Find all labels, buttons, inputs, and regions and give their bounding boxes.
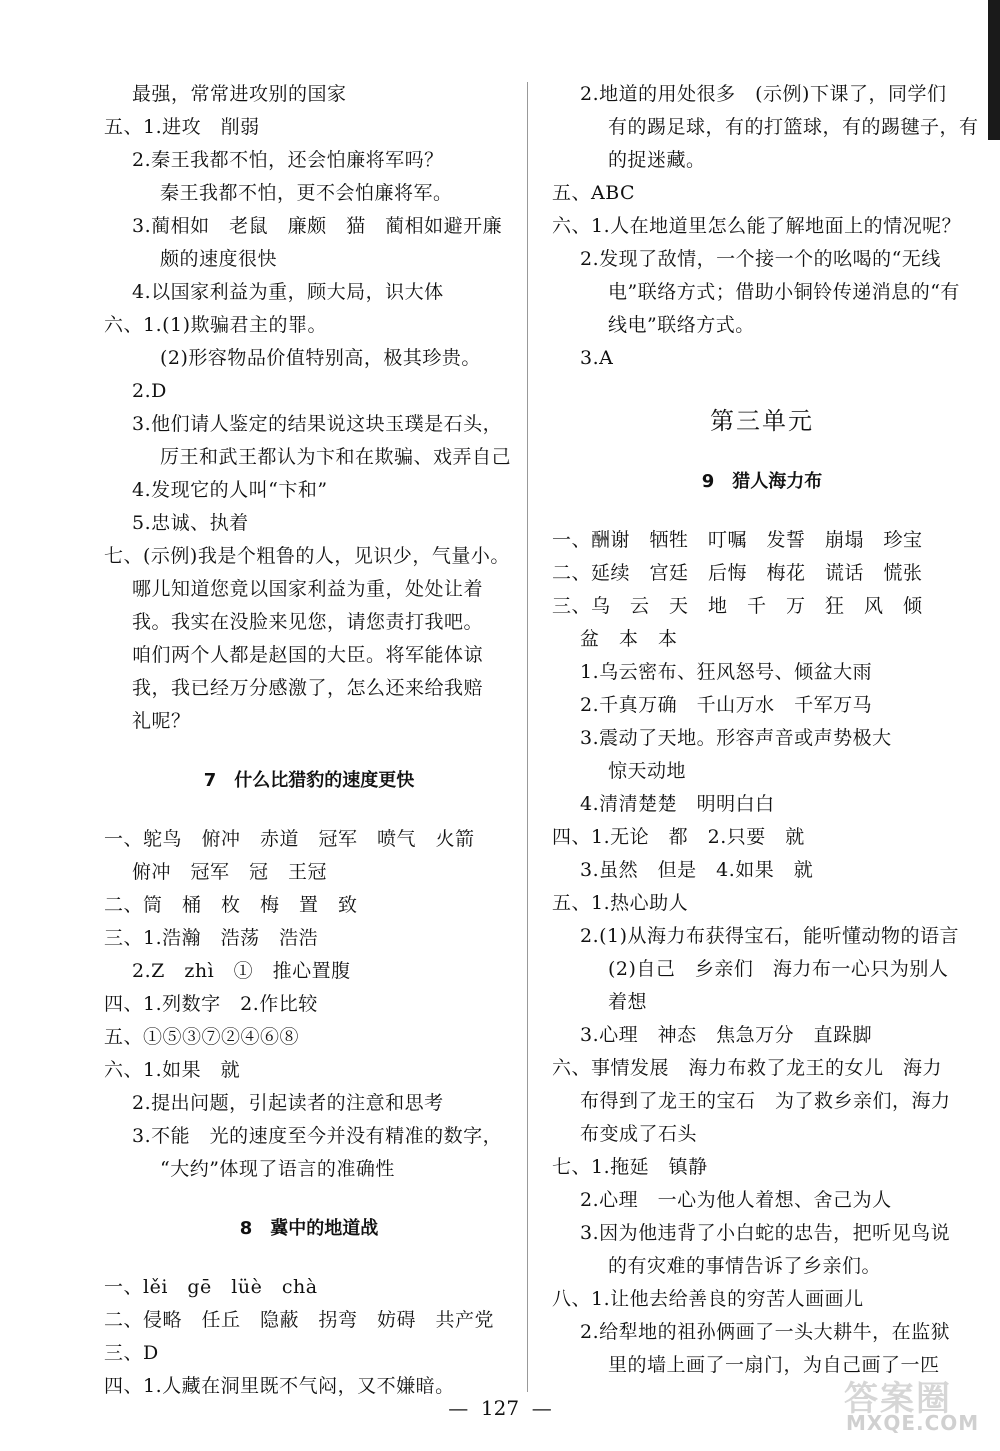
answer-line: 六、1.人在地道里怎么能了解地面上的情况呢？	[552, 215, 962, 237]
answer-line: 布变成了石头	[580, 1123, 698, 1145]
footer-dash-left: —	[448, 1396, 481, 1420]
answer-line: 惊天动地	[608, 760, 687, 782]
answer-line: 4.以国家利益为重，顾大局，识大体	[132, 281, 444, 303]
answer-line: 3.因为他违背了小白蛇的忠告，把听见鸟说	[580, 1222, 951, 1244]
answer-line: 咱们两个人都是赵国的大臣。将军能体谅	[132, 644, 484, 666]
answer-line: 4.发现它的人叫“卞和”	[132, 479, 328, 501]
answer-line: 2.D	[132, 380, 167, 402]
watermark-url-text: MXQE.COM	[846, 1411, 980, 1435]
answer-line: 5.忠诚、执着	[132, 512, 249, 534]
answer-line: 七、(示例)我是个粗鲁的人，见识少，气量小。	[104, 545, 510, 567]
answer-line: 一、鸵鸟 俯冲 赤道 冠军 喷气 火箭	[104, 828, 475, 850]
answer-line: 四、1.列数字 2.作比较	[104, 993, 318, 1015]
answer-line: 2.发现了敌情，一个接一个的吆喝的“无线	[580, 248, 941, 270]
answer-line: 的有灾难的事情告诉了乡亲们。	[608, 1255, 882, 1277]
lesson-heading-9: 9 猎人海力布	[701, 471, 823, 492]
answer-line: “大约”体现了语言的准确性	[160, 1158, 395, 1180]
answer-line: 4.清清楚楚 明明白白	[580, 793, 775, 815]
answer-line: 六、1.(1)欺骗君主的罪。	[104, 314, 328, 336]
watermark-logo-text: 答案圈	[844, 1379, 952, 1419]
column-divider	[527, 82, 528, 1392]
lesson-heading-8: 8 冀中的地道战	[239, 1218, 379, 1239]
answer-line: 盆 本 本	[580, 628, 678, 650]
answer-line: 我。我实在没脸来见您，请您责打我吧。	[132, 611, 484, 633]
page-edge-mark	[988, 0, 1000, 140]
answer-line: (2)形容物品价值特别高，极其珍贵。	[160, 347, 481, 369]
answer-line: 着想	[608, 991, 648, 1013]
answer-line: 八、1.让他去给善良的穷苦人画画儿	[552, 1288, 864, 1310]
answer-line: 1.乌云密布、狂风怒号、倾盆大雨	[580, 661, 873, 683]
answer-line: 2.心理 一心为他人着想、舍己为人	[580, 1189, 892, 1211]
left-column	[104, 78, 514, 1403]
answer-line: 3.震动了天地。形容声音或声势极大	[580, 727, 892, 749]
answer-line: 一、酬谢 牺牲 叮嘱 发誓 崩塌 珍宝	[552, 529, 923, 551]
answer-line: 2.给犁地的祖孙俩画了一头大耕牛，在监狱	[580, 1321, 951, 1343]
answer-line: 3.心理 神态 焦急万分 直跺脚	[580, 1024, 873, 1046]
answer-line: 厉王和武王都认为卞和在欺骗、戏弄自己	[160, 446, 512, 468]
answer-line: 3.不能 光的速度至今并没有精准的数字，	[132, 1125, 503, 1147]
right-column	[552, 78, 979, 1382]
answer-line: 哪儿知道您竟以国家利益为重，处处让着	[132, 578, 484, 600]
answer-line: 3.蔺相如 老鼠 廉颇 猫 蔺相如避开廉	[132, 215, 503, 237]
answer-line: 最强，常常进攻别的国家	[132, 83, 347, 105]
answer-line: 三、D	[104, 1342, 159, 1364]
answer-line: 颇的速度很快	[160, 248, 278, 270]
answer-line: 布得到了龙王的宝石 为了救乡亲们，海力	[580, 1090, 951, 1112]
answer-line: 2.Z zhì ① 推心置腹	[132, 960, 351, 982]
answer-line: 3.虽然 但是 4.如果 就	[580, 859, 814, 881]
answer-line: 2.(1)从海力布获得宝石，能听懂动物的语言	[580, 925, 960, 947]
site-watermark	[836, 1371, 986, 1437]
answer-line: 三、乌 云 天 地 千 万 狂 风 倾	[552, 595, 923, 617]
answer-line: 秦王我都不怕，更不会怕廉将军。	[160, 182, 453, 204]
answer-line: 五、1.热心助人	[552, 892, 689, 914]
answer-line: 七、1.拖延 镇静	[552, 1156, 708, 1178]
lesson-heading-7: 7 什么比猎豹的速度更快	[203, 770, 415, 791]
answer-line: 3.他们请人鉴定的结果说这块玉璞是石头，	[132, 413, 503, 435]
answer-line: 二、延续 宫廷 后悔 梅花 谎话 慌张	[552, 562, 923, 584]
answer-line: 四、1.人藏在洞里既不气闷，又不嫌暗。	[104, 1375, 455, 1397]
footer-dash-right: —	[519, 1396, 552, 1420]
answer-line: 四、1.无论 都 2.只要 就	[552, 826, 805, 848]
page-number: 127	[480, 1396, 520, 1420]
answer-line: 2.千真万确 千山万水 千军万马	[580, 694, 873, 716]
answer-line: 一、lěi gē lüè chà	[104, 1276, 318, 1298]
answer-line: 的捉迷藏。	[608, 149, 706, 171]
answer-line: 线电”联络方式。	[608, 314, 755, 336]
answer-line: 六、事情发展 海力布救了龙王的女儿 海力	[552, 1057, 943, 1079]
answer-line: 五、ABC	[552, 182, 636, 204]
answer-line: 六、1.如果 就	[104, 1059, 241, 1081]
answer-line: 五、①⑤③⑦②④⑥⑧	[104, 1026, 300, 1048]
answer-line: 2.秦王我都不怕，还会怕廉将军吗？	[132, 149, 444, 171]
answer-line: 电”联络方式；借助小铜铃传递消息的“有	[608, 281, 960, 303]
answer-line: 里的墙上画了一扇门，为自己画了一匹	[608, 1354, 940, 1376]
answer-line: 有的踢足球，有的打篮球，有的踢毽子，有	[608, 116, 979, 138]
answer-line: (2)自己 乡亲们 海力布一心只为别人	[608, 958, 949, 980]
answer-line: 3.A	[580, 347, 614, 369]
answer-line: 礼呢？	[132, 710, 191, 732]
answer-line: 2.提出问题，引起读者的注意和思考	[132, 1092, 444, 1114]
answer-line: 2.地道的用处很多 (示例)下课了，同学们	[580, 83, 947, 105]
answer-line: 二、筒 桶 枚 梅 置 致	[104, 894, 358, 916]
answer-line: 二、侵略 任丘 隐蔽 拐弯 妨碍 共产党	[104, 1309, 495, 1331]
answer-line: 三、1.浩瀚 浩荡 浩浩	[104, 927, 319, 949]
answer-line: 我，我已经万分感激了，怎么还来给我赔	[132, 677, 484, 699]
unit-title: 第三单元	[710, 407, 814, 435]
answer-line: 俯冲 冠军 冠 王冠	[132, 861, 328, 883]
answer-line: 五、1.进攻 削弱	[104, 116, 260, 138]
